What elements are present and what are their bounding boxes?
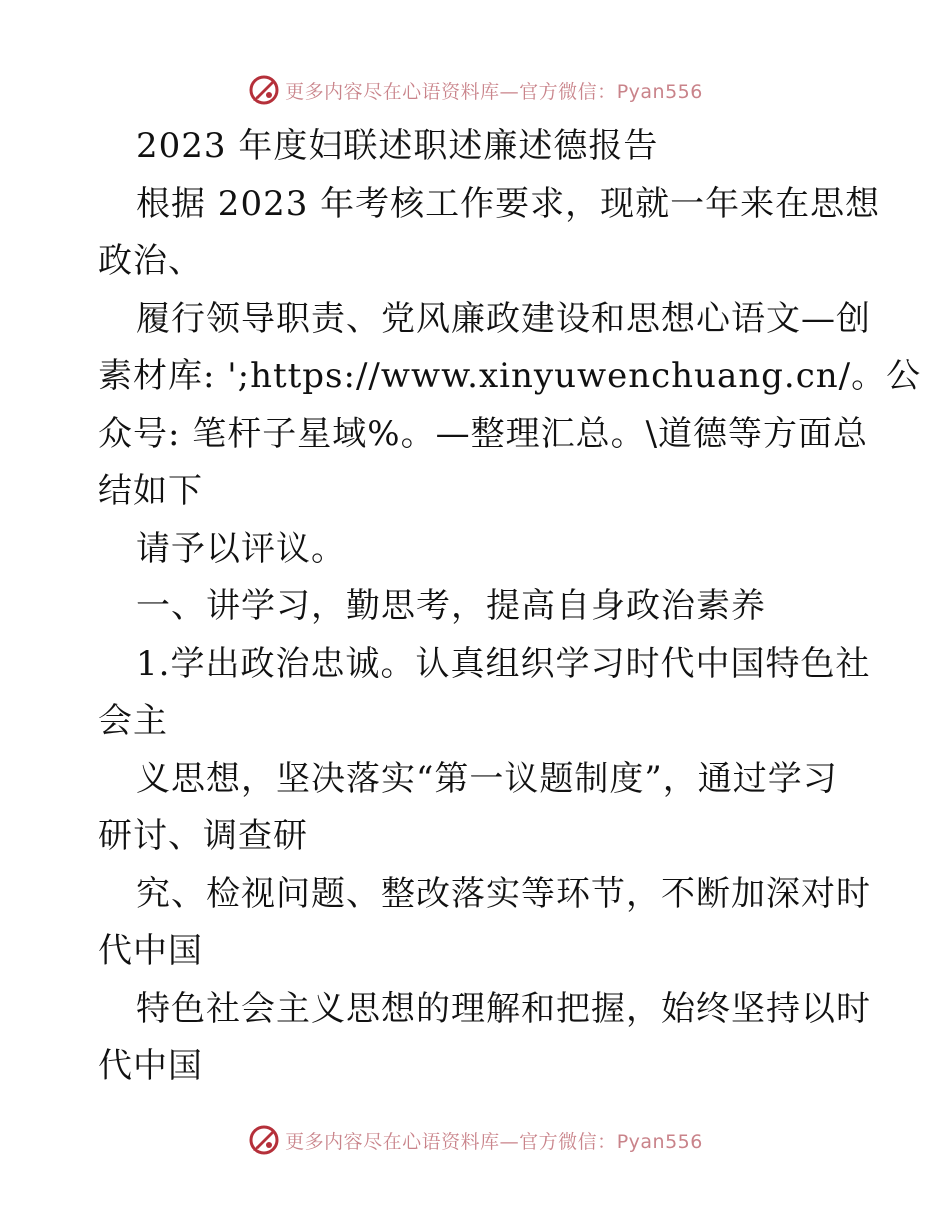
text-line: 1.学出政治忠诚。认真组织学习时代中国特色社 (136, 643, 871, 684)
text-line: 代中国 (98, 931, 203, 971)
text-line: 一、讲学习，勤思考，提高自身政治素养 (136, 586, 766, 626)
header-watermark (0, 70, 950, 110)
footer-watermark (0, 1120, 950, 1160)
quill-pen-logo-icon (247, 1123, 281, 1157)
text-line: 特色社会主义思想的理解和把握，始终坚持以时 (136, 988, 871, 1029)
watermark-text: 更多内容尽在心语资料库 (285, 1130, 500, 1153)
text-line: 研讨、调查研 (98, 816, 308, 856)
watermark-wechat-id: Pyan556 (616, 1130, 703, 1153)
watermark-wechat-label: 官方微信： (519, 80, 617, 103)
text-line: 代中国 (98, 1046, 203, 1086)
text-line: 义思想，坚决落实“第一议题制度”，通过学习 (136, 758, 838, 799)
watermark-dash: — (499, 1130, 520, 1153)
watermark-wechat-label: 官方微信： (519, 1130, 617, 1153)
text-line: 政治、 (98, 241, 203, 281)
document-body (98, 118, 922, 1096)
text-line: 究、检视问题、整改落实等环节，不断加深对时 (136, 873, 871, 914)
text-line: 根据 2023 年考核工作要求，现就一年来在思想 (136, 183, 881, 224)
text-line: 请予以评议。 (136, 528, 346, 569)
watermark-dash: — (499, 80, 520, 103)
text-line: 会主 (98, 701, 168, 741)
text-line: 素材库: ';https://www.xinyuwenchuang.cn/。公 (98, 356, 922, 396)
text-line: 结如下 (98, 471, 203, 511)
watermark-text: 更多内容尽在心语资料库 (285, 80, 500, 103)
text-line: 履行领导职责、党风廉政建设和思想心语文—创 (136, 298, 871, 339)
quill-pen-logo-icon (247, 73, 281, 107)
watermark-wechat-id: Pyan556 (616, 80, 703, 103)
text-line: 2023 年度妇联述职述廉述德报告 (136, 126, 659, 166)
text-line: 众号: 笔杆子星域%。—整理汇总。\道德等方面总 (98, 413, 869, 454)
